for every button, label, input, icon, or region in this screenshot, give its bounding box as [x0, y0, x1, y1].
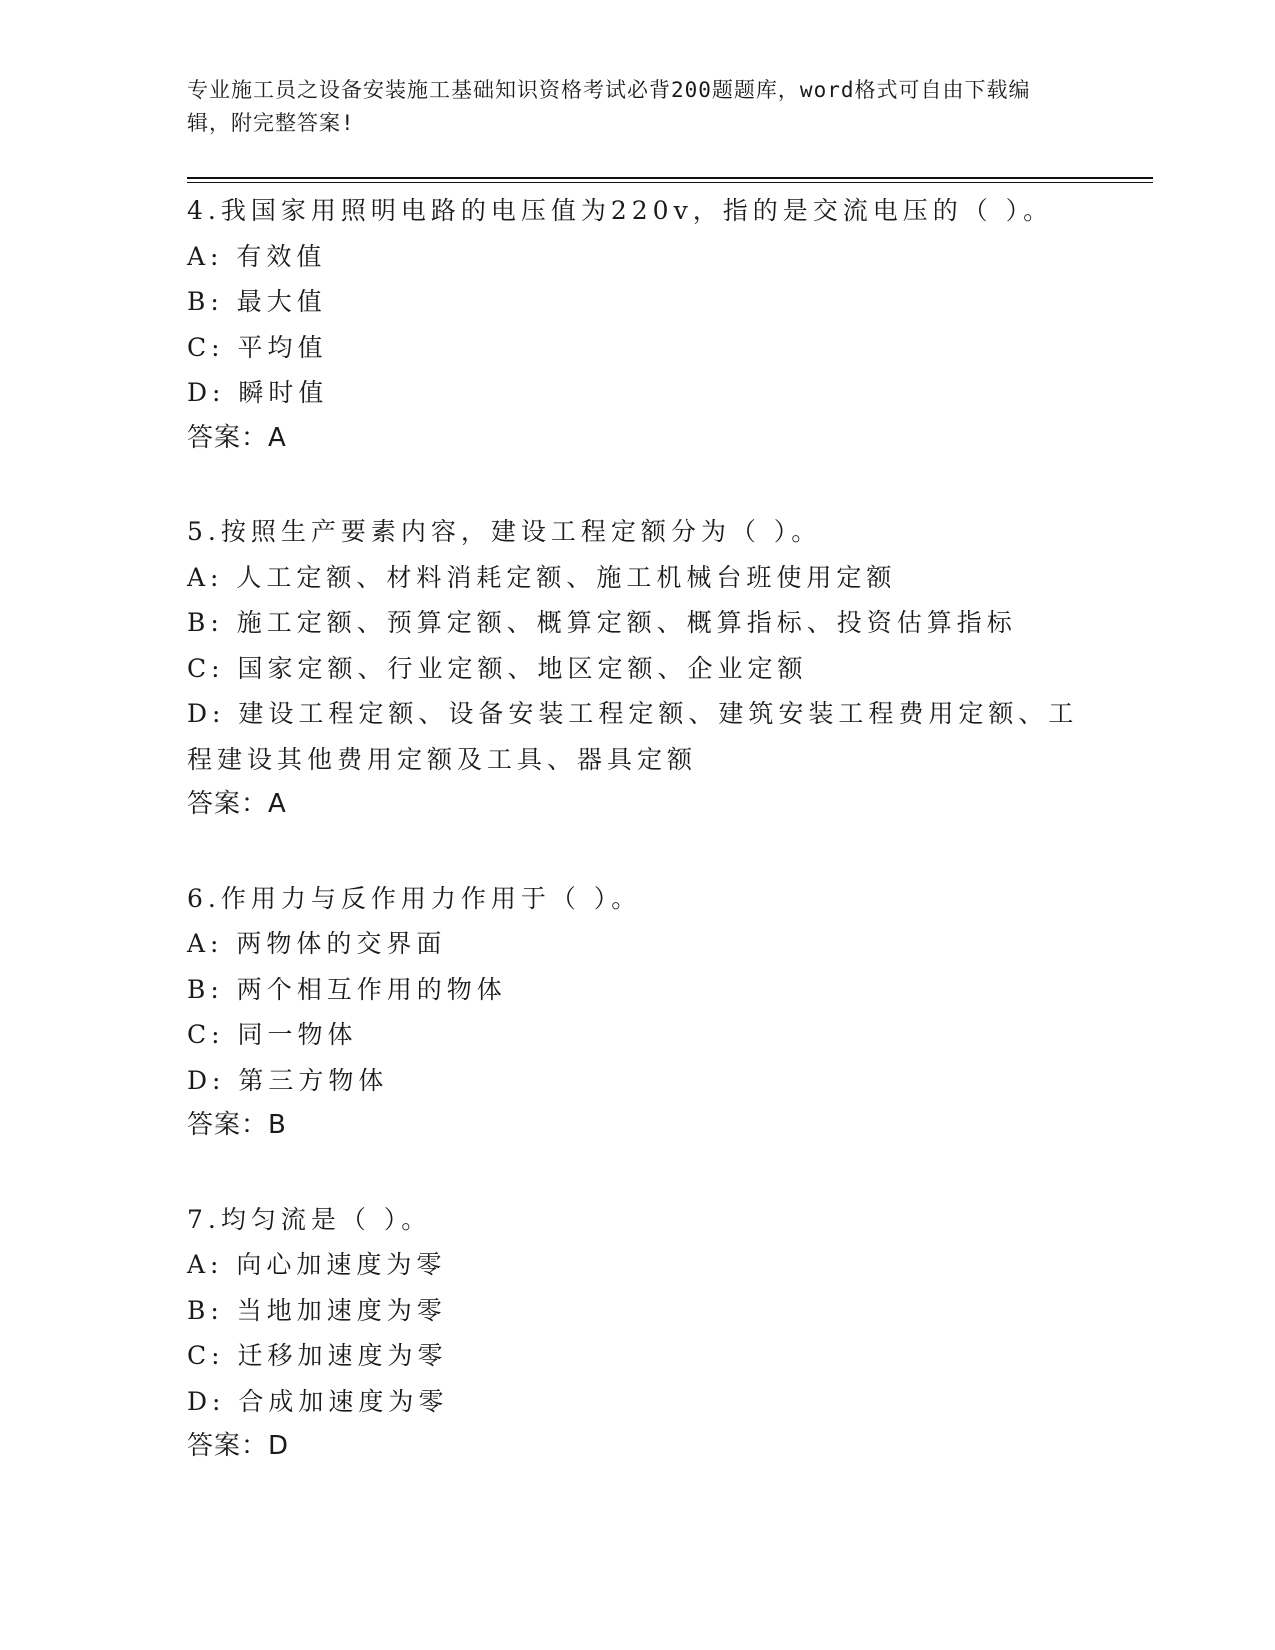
option-b: B: 两个相互作用的物体	[187, 974, 507, 1004]
question-4	[187, 188, 1087, 461]
question-stem: 6.作用力与反作用力作用于（ ）。	[187, 883, 642, 913]
option-c: C: 国家定额、行业定额、地区定额、企业定额	[187, 653, 808, 683]
option-a: A: 向心加速度为零	[187, 1250, 447, 1279]
header-rule-thick	[187, 177, 1153, 179]
option-c: C: 迁移加速度为零	[187, 1341, 448, 1370]
option-b: B: 施工定额、预算定额、概算定额、概算指标、投资估算指标	[187, 608, 1017, 637]
option-d: D: 第三方物体	[187, 1065, 389, 1095]
question-list	[187, 188, 1087, 1518]
option-c: C: 同一物体	[187, 1020, 358, 1049]
answer: 答案：A	[187, 422, 287, 453]
question-5	[187, 509, 1087, 828]
option-d: D: 合成加速度为零	[187, 1386, 449, 1416]
header-rule-thin	[187, 182, 1153, 183]
answer: 答案：D	[187, 1431, 290, 1461]
option-a: A: 人工定额、材料消耗定额、施工机械台班使用定额	[187, 562, 897, 592]
question-7	[187, 1197, 1087, 1470]
option-a: A: 有效值	[187, 241, 327, 271]
option-b: B: 当地加速度为零	[187, 1295, 447, 1325]
document-header: 专业施工员之设备安装施工基础知识资格考试必背200题题库，word格式可自由下载编辑，附完整答案!	[187, 78, 1031, 135]
option-d: D: 建设工程定额、设备安装工程定额、建筑安装工程费用定额、工程建设其他费用定额及工具、器具定额	[187, 699, 1079, 774]
question-stem: 7.均匀流是（ ）。	[187, 1204, 432, 1234]
option-d: D: 瞬时值	[187, 378, 329, 407]
option-b: B: 最大值	[187, 287, 327, 316]
question-stem: 4.我国家用照明电路的电压值为220v，指的是交流电压的（ ）。	[187, 196, 1054, 225]
answer: 答案：A	[187, 789, 287, 819]
question-stem: 5.按照生产要素内容，建设工程定额分为（ ）。	[187, 517, 822, 546]
option-c: C: 平均值	[187, 332, 328, 362]
answer: 答案：B	[187, 1110, 287, 1140]
option-a: A: 两物体的交界面	[187, 929, 447, 958]
question-6	[187, 876, 1087, 1149]
